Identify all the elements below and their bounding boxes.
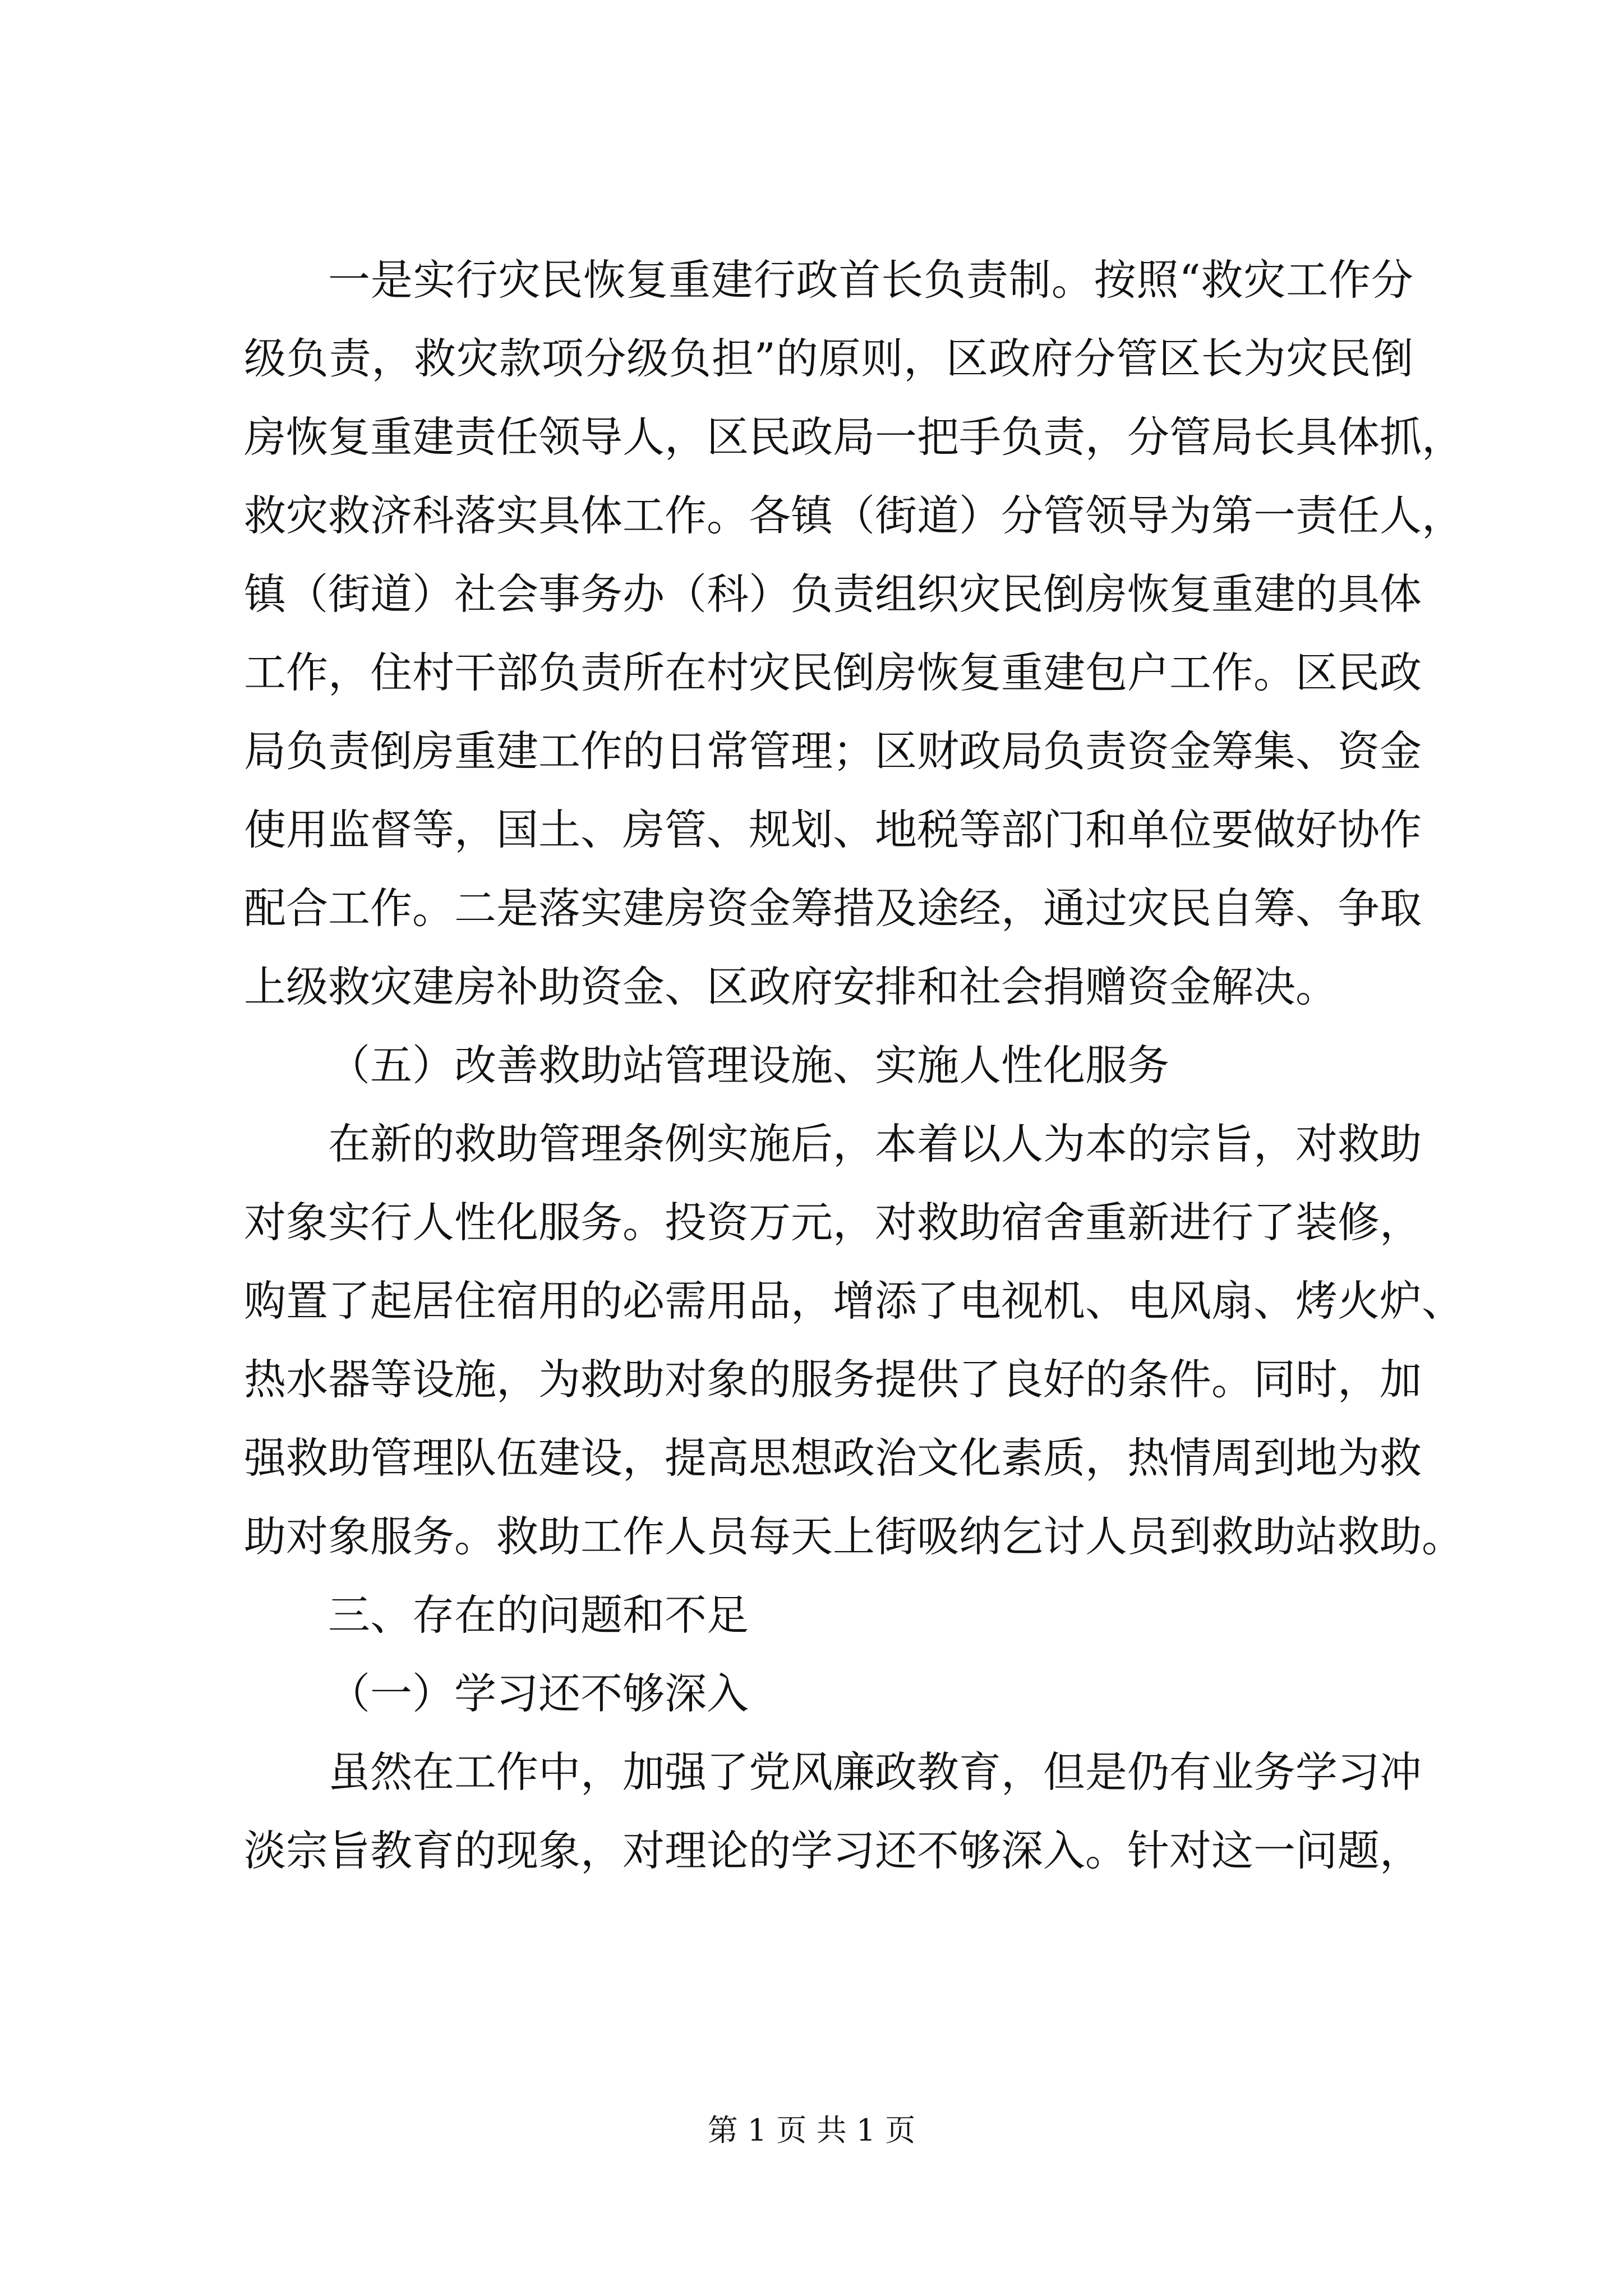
paragraph-line: 在新的救助管理条例实施后，本着以人为本的宗旨，对救助 xyxy=(328,1119,1422,1168)
paragraph-line: 镇（街道）社会事务办（科）负责组织灾民倒房恢复重建的具体 xyxy=(244,569,1422,619)
document-body xyxy=(244,255,1464,1908)
paragraph-line: 淡宗旨教育的现象，对理论的学习还不够深入。针对这一问题， xyxy=(244,1826,1422,1875)
paragraph-line: 热水器等设施，为救助对象的服务提供了良好的条件。同时，加 xyxy=(244,1355,1422,1404)
paragraph-line: 对象实行人性化服务。投资万元，对救助宿舍重新进行了装修， xyxy=(244,1198,1422,1247)
paragraph-line: 强救助管理队伍建设，提高思想政治文化素质，热情周到地为救 xyxy=(244,1433,1422,1483)
paragraph-line: 助对象服务。救助工作人员每天上街吸纳乞讨人员到救助站救助。 xyxy=(244,1512,1464,1561)
paragraph-line: 配合工作。二是落实建房资金筹措及途经，通过灾民自筹、争取 xyxy=(244,884,1422,933)
page-footer: 第 1 页 共 1 页 xyxy=(707,2113,916,2148)
paragraph-line: 购置了起居住宿用的必需用品，增添了电视机、电风扇、烤火炉、 xyxy=(244,1276,1464,1326)
paragraph-line: 级负责，救灾款项分级负担”的原则，区政府分管区长为灾民倒 xyxy=(244,334,1413,383)
paragraph-line: 上级救灾建房补助资金、区政府安排和社会捐赠资金解决。 xyxy=(244,962,1338,1011)
paragraph-line: 房恢复重建责任领导人，区民政局一把手负责，分管局长具体抓， xyxy=(244,412,1464,462)
section-heading: 三、存在的问题和不足 xyxy=(328,1590,749,1640)
paragraph-line: 一是实行灾民恢复重建行政首长负责制。按照“救灾工作分 xyxy=(328,255,1413,305)
section-heading: （五）改善救助站管理设施、实施人性化服务 xyxy=(328,1041,1170,1090)
paragraph-line: 使用监督等，国土、房管、规划、地税等部门和单位要做好协作 xyxy=(244,805,1422,854)
paragraph-line: 虽然在工作中，加强了党风廉政教育，但是仍有业务学习冲 xyxy=(328,1747,1422,1797)
subsection-heading: （一）学习还不够深入 xyxy=(328,1669,749,1718)
paragraph-line: 救灾救济科落实具体工作。各镇（街道）分管领导为第一责任人， xyxy=(244,491,1464,540)
paragraph-line: 局负责倒房重建工作的日常管理；区财政局负责资金筹集、资金 xyxy=(244,726,1422,776)
paragraph-line: 工作，住村干部负责所在村灾民倒房恢复重建包户工作。区民政 xyxy=(244,648,1422,697)
